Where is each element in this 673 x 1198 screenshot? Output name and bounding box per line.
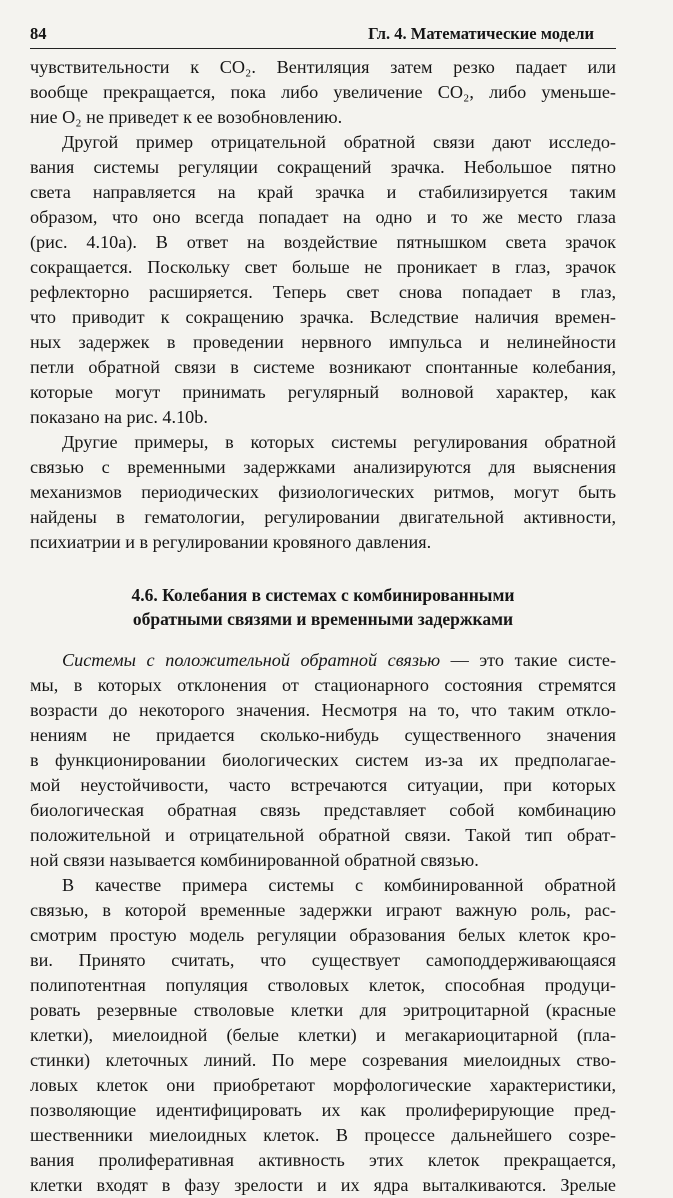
text-line: биологическая обратная связь представляет собой комбинацию [30,800,616,820]
main-text [30,55,616,1198]
text-line: ных задержек в проведении нервного импульса и нелинейности [30,332,616,352]
text-line: показано на рис. 4.10b. [30,407,208,427]
text-line: вания пролиферативная активность этих клеток прекращается, [30,1150,616,1170]
text-line: рефлекторно расширяется. Теперь свет снова попадает в глаз, [30,282,616,302]
text-line: которые могут принимать регулярный волновой характер, как [30,382,616,402]
text-line: найдены в гематологии, регулировании двигательной активности, [30,507,616,527]
text-line: полипотентная популяция стволовых клеток, способная продуци- [30,975,616,995]
text-line: вания системы регуляции сокращений зрачка. Небольшое пятно [30,157,616,177]
text-line: ловых клеток они приобретают морфологические характеристики, [30,1075,616,1095]
paragraph-3 [30,430,616,555]
section-heading-line-1: 4.6. Колебания в системах с комбинированными [131,585,515,605]
text-line: механизмов периодических физиологических ритмов, могут быть [30,482,616,502]
text-line: возрасти до некоторого значения. Несмотря на то, что таким откло- [30,700,616,720]
text-line: мой неустойчивости, часто встречаются ситуации, при которых [30,775,616,795]
text-line: чувствительности к CO₂. Вентиляция затем резко падает или [30,57,616,77]
text-line: сокращается. Поскольку свет больше не проникает в глаз, зрачок [30,257,616,277]
paragraph-5 [30,873,616,1198]
text-line: клетки входят в фазу зрелости и их ядра выталкиваются. Зрелые [30,1175,616,1195]
text-fragment: — это такие систе- [440,650,616,670]
text-line: смотрим простую модель регуляции образования белых клеток кро- [30,925,616,945]
text-line: вообще прекращается, пока либо увеличение CO₂, либо уменьше- [30,82,616,102]
text-line: связью, в которой временные задержки играют важную роль, рас- [30,900,616,920]
running-header [30,22,616,49]
text-line: В качестве примера системы с комбинированной обратной [62,875,616,895]
text-line: положительной и отрицательной обратной связи. Такой тип обрат- [30,825,616,845]
text-line: петли обратной связи в системе возникают спонтанные колебания, [30,357,616,377]
text-line: стинки) клеточных линий. По мере созревания миелоидных ство- [30,1050,616,1070]
page-number: 84 [30,24,47,43]
text-line: нениям не придается сколько-нибудь существенного значения [30,725,616,745]
text-line: ной связи называется комбинированной обратной связью. [30,850,479,870]
text-line: что приводит к сокращению зрачка. Вследствие наличия времен- [30,307,616,327]
text-line: Другие примеры, в которых системы регулирования обратной [62,432,616,452]
text-line: психиатрии и в регулировании кровяного давления. [30,532,432,552]
text-line: связью с временными задержками анализируются для выяснения [30,457,616,477]
paragraph-4 [30,648,616,873]
paragraph-1 [30,55,616,130]
text-line: образом, что оно всегда попадает на одно и то же место глаза [30,207,616,227]
section-heading [30,583,616,631]
text-line: клетки), миелоидной (белые клетки) и мегакариоцитарной (пла- [30,1025,616,1045]
running-title: Гл. 4. Математические модели [368,24,594,43]
text-line: (рис. 4.10a). В ответ на воздействие пятнышком света зрачок [30,232,616,252]
italic-term: Системы с положительной обратной связью [62,650,441,670]
section-heading-line-2: обратными связями и временными задержками [132,609,514,629]
text-line-with-italic-lead [30,648,616,673]
text-line: Другой пример отрицательной обратной связи дают исследо- [62,132,616,152]
text-line: ние O₂ не приведет к ее возобновлению. [30,107,343,127]
paragraph-2 [30,130,616,430]
text-line: мы, в которых отклонения от стационарного состояния стремятся [30,675,616,695]
text-line: в функционировании биологических систем из-за их предполагае- [30,750,616,770]
text-line: ви. Принято считать, что существует самоподдерживающаяся [30,950,616,970]
book-page [30,22,616,1198]
text-line: позволяющие идентифицировать их как пролиферирующие пред- [30,1100,616,1120]
text-line: ровать резервные стволовые клетки для эритроцитарной (красные [30,1000,616,1020]
text-line: шественники миелоидных клеток. В процессе дальнейшего созре- [30,1125,616,1145]
text-line: света направляется на край зрачка и стабилизируется таким [30,182,616,202]
